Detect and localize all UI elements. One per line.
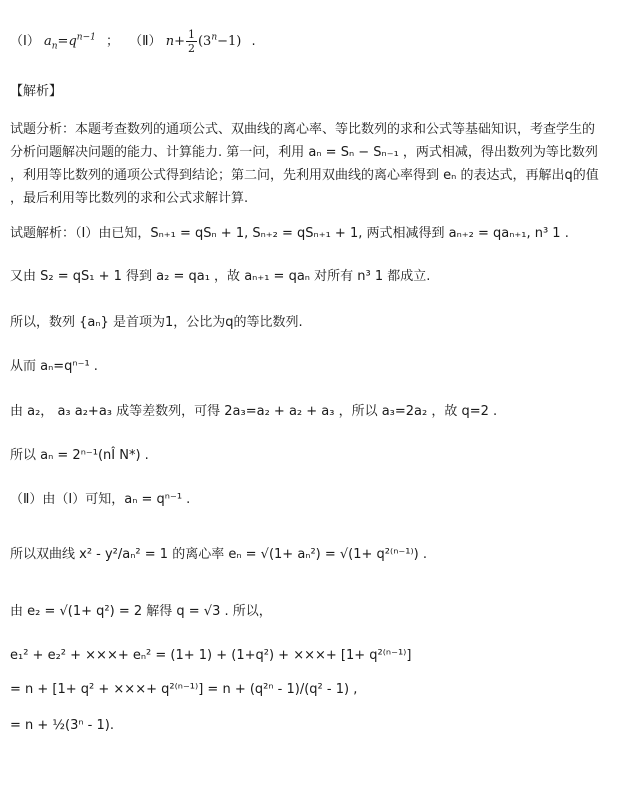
answer-part2-formula: n+ $\frac{1}{2}$ $(3^n-1)$ <box>165 28 242 55</box>
answer-part2-label: （Ⅱ） <box>129 34 162 49</box>
analysis-line-3: ，利用等比数列的通项公式得到结论；第二问，先利用双曲线的离心率得到 eₙ 的表达式，再解出q的值 <box>10 168 599 183</box>
solution-line-3: 所以，数列 {aₙ} 是首项为1，公比为q的等比数列. <box>10 315 303 330</box>
analysis-line-4: ，最后利用等比数列的求和公式求解计算. <box>10 191 249 206</box>
analysis-line-1: 试题分析：本题考查数列的通项公式、双曲线的离心率、等比数列的求和公式等基础知识，考查学生的 <box>10 122 596 137</box>
solution-line-4: 从而 aₙ=qⁿ⁻¹ . <box>10 359 98 374</box>
answer-part1-formula: $a_n=q^{n-1}$ <box>43 32 96 52</box>
solution-line-2: 又由 S₂ = qS₁ + 1 得到 a₂ = qa₁ ，故 aₙ₊₁ = qaₙ 对所有 n³ 1 都成立. <box>10 269 431 284</box>
analysis-line-2: 分析问题解决问题的能力、计算能力. 第一问，利用 aₙ = Sₙ − Sₙ₋₁ ，两式相减，得出数列为等比数列 <box>10 145 598 160</box>
solution-line-10: e₁² + e₂² + ×××+ eₙ² = (1+ 1) + (1+q²) + ×××+ [1+ q²⁽ⁿ⁻¹⁾] <box>10 648 412 663</box>
answer-part1-label: （Ⅰ） <box>10 34 40 49</box>
section-title: 【解析】 <box>10 84 63 99</box>
answer-line <box>10 28 256 55</box>
solution-line-12: = n + ½(3ⁿ - 1). <box>10 718 114 733</box>
solution-line-11: = n + [1+ q² + ×××+ q²⁽ⁿ⁻¹⁾] = n + (q²ⁿ - 1)/(q² - 1) , <box>10 682 358 697</box>
solution-line-1: 试题解析：（Ⅰ）由已知，Sₙ₊₁ = qSₙ + 1, Sₙ₊₂ = qSₙ₊₁ + 1, 两式相减得到 aₙ₊₂ = qaₙ₊₁, n³ 1 . <box>10 226 569 241</box>
answer-end: . <box>251 34 256 49</box>
answer-separator: ； <box>106 34 120 49</box>
solution-line-7: （Ⅱ）由（Ⅰ）可知，aₙ = qⁿ⁻¹ . <box>10 492 191 507</box>
solution-line-8: 所以双曲线 x² - y²/aₙ² = 1 的离心率 eₙ = √(1+ aₙ²) = √(1+ q²⁽ⁿ⁻¹⁾) . <box>10 547 427 562</box>
solution-line-5: 由 a₂， a₃ a₂+a₃ 成等差数列，可得 2a₃=a₂ + a₂ + a₃ ，所以 a₃=2a₂ ，故 q=2 . <box>10 404 498 419</box>
solution-line-9: 由 e₂ = √(1+ q²) = 2 解得 q = √3 . 所以， <box>10 604 272 619</box>
solution-line-6: 所以 aₙ = 2ⁿ⁻¹(nÎ N*) . <box>10 448 149 463</box>
